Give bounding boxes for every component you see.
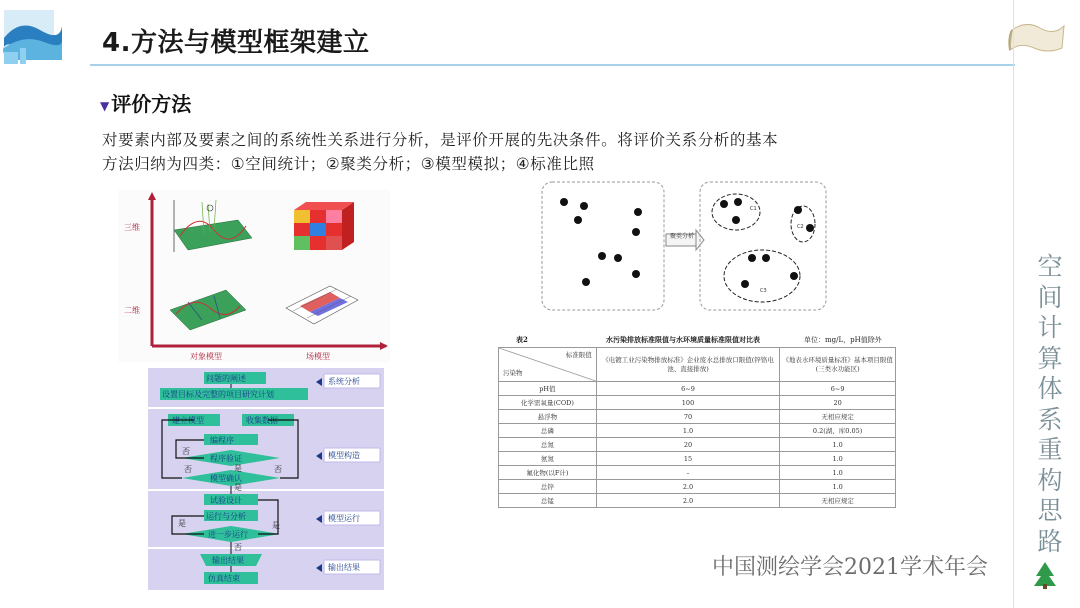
table-cell: 1.0: [780, 452, 896, 466]
object-2d-model: [170, 290, 246, 330]
standards-table-figure: [498, 335, 896, 525]
flow-step: 进一步运行: [208, 530, 248, 539]
corner-bottom-label: 污染物: [503, 369, 523, 377]
row-label-3d: 三维: [124, 223, 140, 232]
section-heading-text: 评价方法: [111, 92, 192, 116]
flow-yes-label: 是: [234, 483, 242, 492]
flowchart-figure: [148, 368, 384, 590]
table-cell: 氟化物(以F计): [499, 466, 597, 480]
table-cell: 15: [596, 452, 779, 466]
field-2d-model: [286, 286, 358, 324]
flow-step: 问题的阐述: [206, 374, 246, 383]
table-row: [499, 438, 896, 452]
table-cell: 2.0: [596, 480, 779, 494]
flow-no-label: 否: [234, 543, 242, 552]
flow-step: 模型确认: [210, 474, 242, 483]
flow-no-label: 否: [274, 465, 282, 474]
table-cell: 70: [596, 410, 779, 424]
flow-step: 仿真结束: [208, 574, 240, 583]
col-label-object: 对象模型: [190, 352, 222, 361]
side-char: 重: [1037, 435, 1063, 464]
tree-icon: [1030, 560, 1060, 590]
table-row: [499, 452, 896, 466]
table-cell: 总锌: [499, 480, 597, 494]
side-caption: [1028, 252, 1072, 557]
flow-step: 收集数据: [246, 416, 278, 425]
flow-stage: 模型运行: [328, 514, 360, 523]
flow-step: 建立模型: [172, 416, 204, 425]
table-cell: 100: [596, 396, 779, 410]
table-cell: 总氮: [499, 438, 597, 452]
flow-step: 程序验证: [210, 454, 242, 463]
flow-stage: 系统分析: [328, 377, 360, 386]
cluster-figure: [540, 180, 828, 314]
table-row: [499, 480, 896, 494]
table-cell: –: [596, 466, 779, 480]
table-row: [499, 466, 896, 480]
table-row: [499, 424, 896, 438]
side-char: 思: [1037, 496, 1063, 525]
flow-step: 输出结果: [212, 556, 244, 565]
title-divider: [90, 64, 1015, 66]
table-corner-cell: [499, 348, 597, 382]
side-char: 系: [1037, 404, 1063, 434]
table-row: [499, 382, 896, 396]
table-cell: 20: [596, 438, 779, 452]
table-cell: 0.2(湖、库0.05): [780, 424, 896, 438]
standards-table: [498, 347, 896, 508]
cluster-arrow-label: 聚类分析: [670, 233, 695, 240]
scroll-icon: [1006, 18, 1068, 58]
cluster-label: C1: [750, 206, 757, 212]
flow-step: 运行与分析: [206, 512, 246, 521]
table-cell: 6~9: [596, 382, 779, 396]
flow-no-label: 否: [182, 447, 190, 456]
table-cell: 氨氮: [499, 452, 597, 466]
cluster-label: C2: [797, 224, 804, 230]
flow-stage: 模型构造: [328, 451, 360, 460]
flow-stage: 输出结果: [328, 563, 360, 572]
table-cell: 悬浮物: [499, 410, 597, 424]
table-header-row: [499, 348, 896, 382]
footer-conference: 中国测绘学会2021学术年会: [712, 555, 988, 580]
table-header-cell: 《电镀工业污染物排放标准》企业废水总排放口限值(锌铬电池、直接排放): [596, 348, 779, 382]
table-header-cell: 《地表水环境质量标准》基本项目限值(三类水功能区): [780, 348, 896, 382]
table-cell: pH值: [499, 382, 597, 396]
table-row: [499, 410, 896, 424]
table-cell: 总磷: [499, 424, 597, 438]
table-cell: 1.0: [596, 424, 779, 438]
table-cell: 1.0: [780, 466, 896, 480]
table-cell: 化学需氧量(COD): [499, 396, 597, 410]
table-cell: 6~9: [780, 382, 896, 396]
table-caption-unit: 单位：mg/L，pH值除外: [804, 336, 882, 344]
table-caption-number: 表2: [516, 335, 528, 344]
logo-icon: [0, 8, 62, 66]
flow-no-label: 否: [184, 465, 192, 474]
side-char: 算: [1037, 343, 1063, 373]
bullet-arrow-icon: ▼: [100, 98, 110, 113]
flow-yes-label: 是: [234, 464, 242, 473]
table-cell: 1.0: [780, 480, 896, 494]
corner-top-label: 标准限值: [565, 351, 592, 359]
section-heading: [100, 88, 191, 117]
object-3d-model: [174, 200, 252, 252]
table-caption-title: 水污染排放标准限值与水环境质量标准限值对比表: [606, 335, 760, 344]
table-cell: 20: [780, 396, 896, 410]
flow-yes-label: 是: [272, 521, 280, 530]
side-char: 空: [1037, 252, 1063, 281]
body-line-1: 对要素内部及要素之间的系统性关系进行分析，是评价开展的先决条件。将评价关系分析的基本: [102, 131, 779, 149]
field-3d-model: [294, 202, 354, 250]
table-row: [499, 494, 896, 508]
side-char: 构: [1037, 465, 1063, 495]
table-cell: 无相应规定: [780, 410, 896, 424]
side-char: 体: [1037, 374, 1063, 403]
cluster-label: C3: [760, 288, 767, 294]
table-cell: 无相应规定: [780, 494, 896, 508]
page-title: 4.方法与模型框架建立: [102, 28, 370, 58]
models-figure: [118, 190, 390, 362]
side-char: 路: [1037, 526, 1063, 556]
side-char: 计: [1037, 313, 1063, 342]
table-row: [499, 396, 896, 410]
flow-step: 编程序: [210, 436, 234, 445]
flow-step: 试验设计: [210, 496, 242, 505]
flow-step: 设置目标及完整的项目研究计划: [162, 390, 274, 399]
table-cell: 1.0: [780, 438, 896, 452]
side-char: 间: [1037, 282, 1063, 312]
body-line-2: 方法归纳为四类：①空间统计；②聚类分析；③模型模拟；④标准比照: [102, 155, 595, 173]
row-label-2d: 二维: [124, 306, 140, 315]
table-cell: 2.0: [596, 494, 779, 508]
flow-yes-label: 是: [178, 519, 186, 528]
table-cell: 总锰: [499, 494, 597, 508]
right-divider: [1013, 0, 1014, 608]
col-label-field: 场模型: [306, 352, 330, 361]
